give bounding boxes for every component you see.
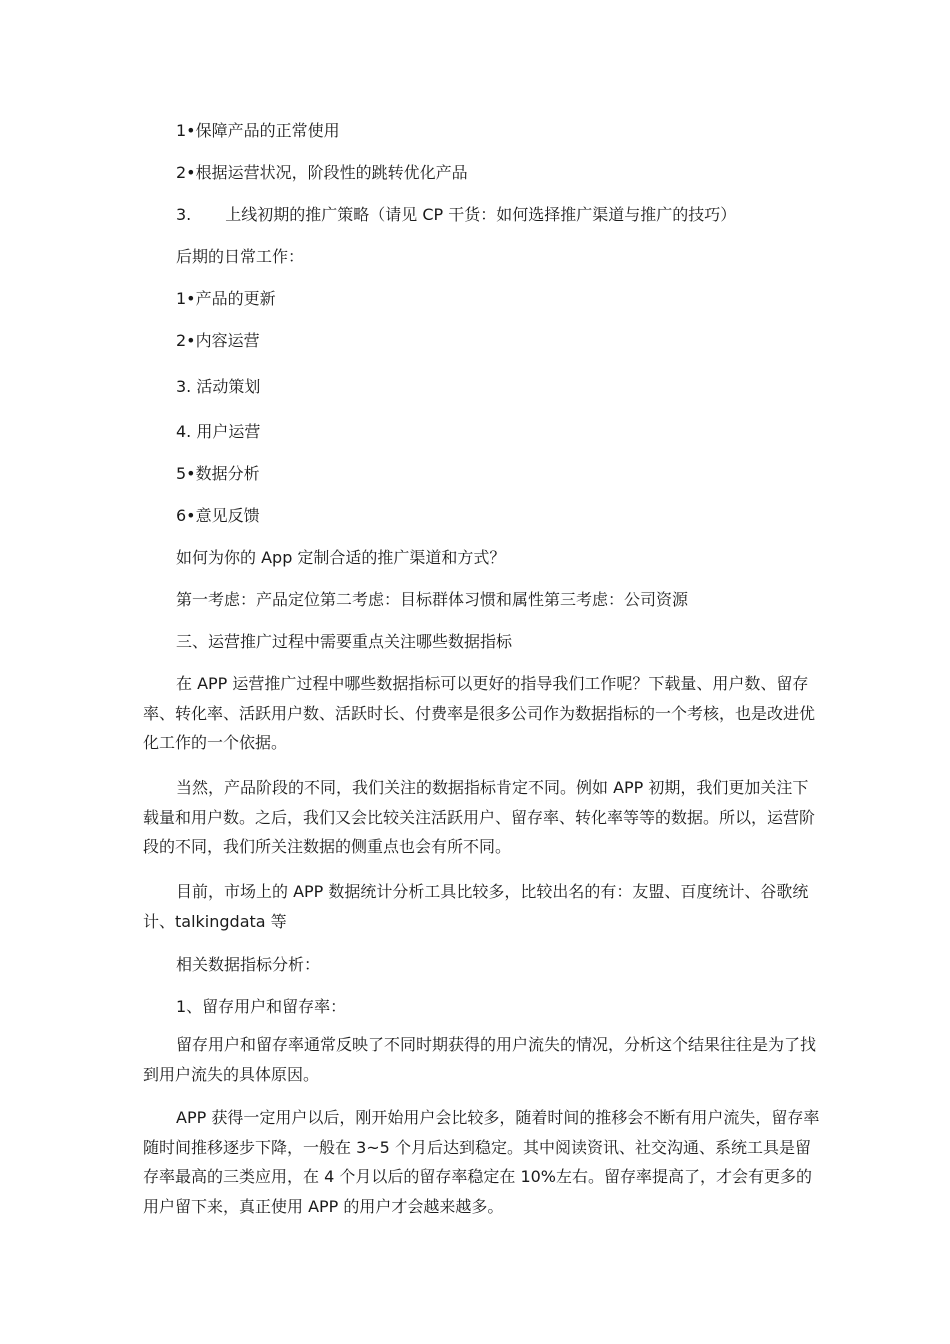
list-number: 3. [176,205,192,224]
paragraph-analytics-tools: 目前，市场上的 APP 数据统计分析工具比较多，比较出名的有：友盟、百度统计、谷歌统计、talkingdata 等 [143,882,809,931]
list-item-user-ops: 4. 用户运营 [176,422,261,441]
section-label-daily-work: 后期的日常工作： [176,247,305,266]
list-item-data-analysis: 5•数据分析 [176,464,260,483]
list-item-optimize-product: 2•根据运营状况，阶段性的跳转优化产品 [176,163,468,182]
list-item-content-ops: 2•内容运营 [176,331,260,350]
list-item-feedback: 6•意见反馈 [176,506,260,525]
paragraph-stage-focus: 当然，产品阶段的不同，我们关注的数据指标肯定不同。例如 APP 初期，我们更加关注下载量和用户数。之后，我们又会比较关注活跃用户、留存率、转化率等等的数据。所以，运营阶段的不同，我们所关注数据的侧重点也会有所不同。 [143,778,816,856]
considerations-line: 第一考虑：产品定位第二考虑：目标群体习惯和属性第三考虑：公司资源 [176,590,689,609]
paragraph-metrics-intro: 在 APP 运营推广过程中哪些数据指标可以更好的指导我们工作呢？下载量、用户数、留存率、转化率、活跃用户数、活跃时长、付费率是很多公司作为数据指标的一个考核，也是改进优化工作的一个依据。 [143,674,816,752]
paragraph-retention-definition: 留存用户和留存率通常反映了不同时期获得的用户流失的情况，分析这个结果往往是为了找到用户流失的具体原因。 [143,1035,817,1084]
section-heading-data-metrics: 三、运营推广过程中需要重点关注哪些数据指标 [176,632,513,651]
list-item-ensure-normal-use: 1•保障产品的正常使用 [176,121,340,140]
paragraph-metrics-analysis-label: 相关数据指标分析： [176,955,321,974]
list-item-promotion-strategy [176,205,736,225]
paragraph-retention-heading: 1、留存用户和留存率： [176,997,347,1016]
question-heading: 如何为你的 App 定制合适的推广渠道和方式？ [176,548,506,567]
list-item-event-planning: 3. 活动策划 [176,377,261,396]
paragraph-retention-trend: APP 获得一定用户以后，刚开始用户会比较多，随着时间的推移会不断有用户流失，留存率随时间推移逐步下降，一般在 3~5 个月后达到稳定。其中阅读资讯、社交沟通、系统工具是留存率最高的三类应用，在 4 个月以后的留存率稳定在 10%左右。留存率提高了，才会有更多的用户留下来，真正使用 APP 的用户才会越来越多。 [143,1108,820,1216]
list-item-text: 上线初期的推广策略（请见 CP 干货：如何选择推广渠道与推广的技巧） [225,205,737,224]
list-item-product-update: 1•产品的更新 [176,289,276,308]
